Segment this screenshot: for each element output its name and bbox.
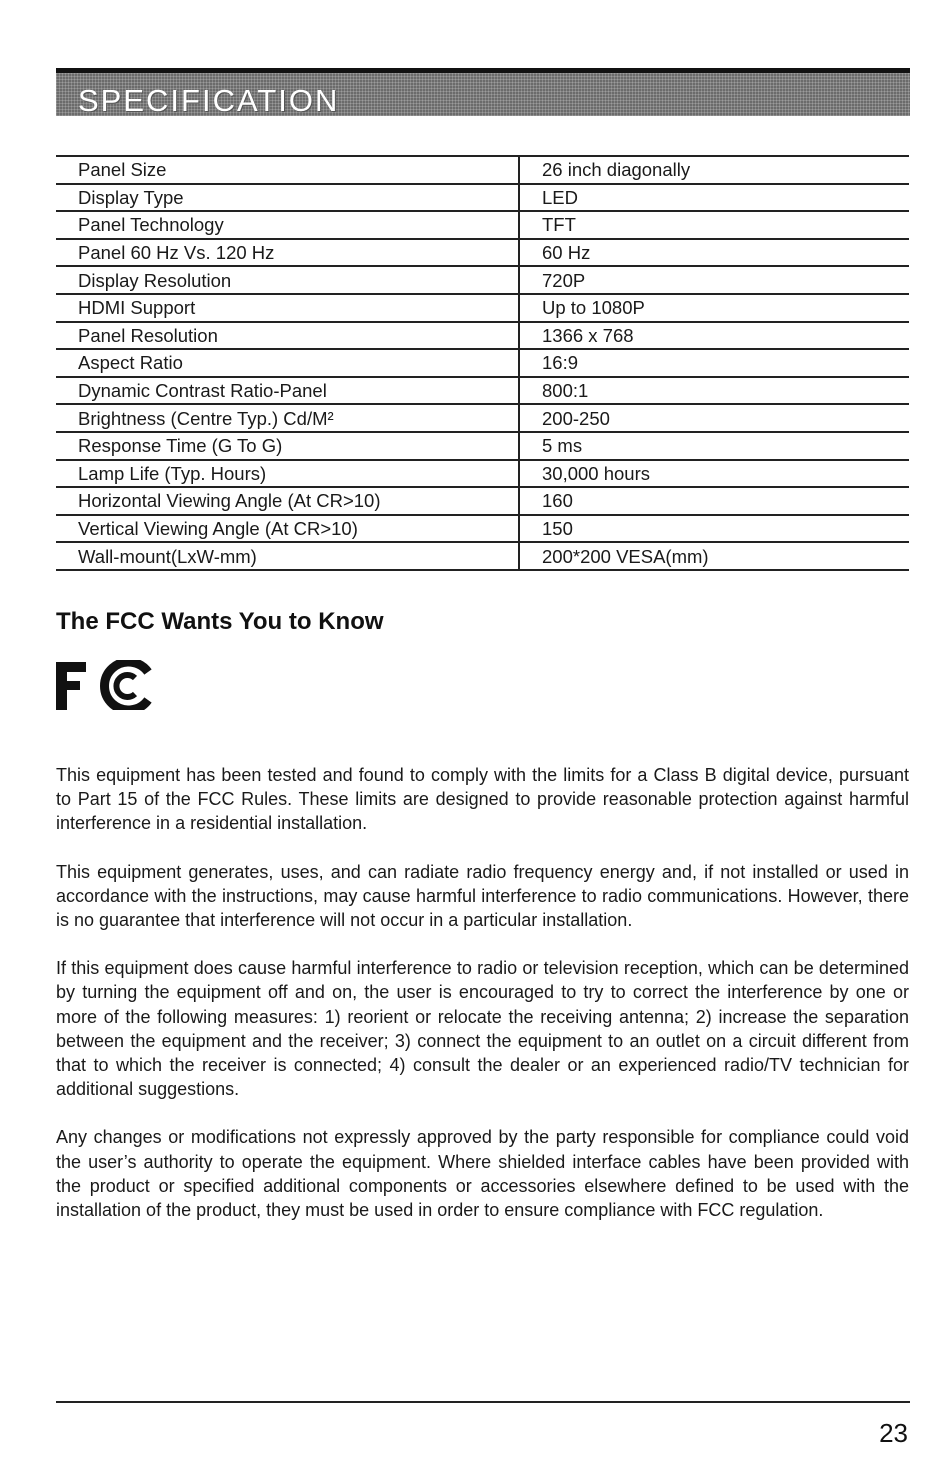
spec-value: 720P	[519, 266, 909, 294]
spec-value: 30,000 hours	[519, 460, 909, 488]
spec-value: 26 inch diagonally	[519, 156, 909, 184]
spec-label: Aspect Ratio	[56, 349, 519, 377]
table-row	[56, 156, 909, 184]
table-row	[56, 349, 909, 377]
table-row	[56, 322, 909, 350]
fcc-statement	[56, 763, 909, 1246]
fcc-heading: The FCC Wants You to Know	[56, 608, 384, 635]
spec-label: Display Resolution	[56, 266, 519, 294]
spec-label: Panel Technology	[56, 211, 519, 239]
spec-table	[56, 155, 909, 571]
table-row	[56, 404, 909, 432]
spec-label: Vertical Viewing Angle (At CR>10)	[56, 515, 519, 543]
spec-value: 800:1	[519, 377, 909, 405]
section-title: SPECIFICATION	[78, 83, 340, 118]
table-row	[56, 432, 909, 460]
spec-value: 150	[519, 515, 909, 543]
table-row	[56, 542, 909, 570]
spec-label: Response Time (G To G)	[56, 432, 519, 460]
paragraph: Any changes or modifications not expressly approved by the party responsible for compliance could void the user’s authority to operate the equipment. Where shielded interface cables have been provided with the product or specified additional components or accessories elsewhere defined to be used with the installation of the product, they must be used in order to ensure compliance with FCC regulation.	[56, 1127, 909, 1221]
table-row	[56, 239, 909, 267]
paragraph: This equipment generates, uses, and can radiate radio frequency energy and, if not installed or used in accordance with the instructions, may cause harmful interference to radio communications. However, there is no guarantee that interference will not occur in a particular installation.	[56, 861, 909, 931]
spec-label: Panel Resolution	[56, 322, 519, 350]
fcc-logo-icon	[56, 660, 164, 715]
spec-value: 200-250	[519, 404, 909, 432]
spec-value: TFT	[519, 211, 909, 239]
table-row	[56, 515, 909, 543]
spec-value: 160	[519, 487, 909, 515]
table-row	[56, 460, 909, 488]
section-banner	[56, 68, 910, 116]
page-number: 23	[879, 1418, 908, 1448]
paragraph: This equipment has been tested and found to comply with the limits for a Class B digital device, pursuant to Part 15 of the FCC Rules. These limits are designed to provide reasonable protection against harmful interference in a residential installation.	[56, 765, 909, 834]
table-row	[56, 294, 909, 322]
spec-label: Panel Size	[56, 156, 519, 184]
spec-label: Brightness (Centre Typ.) Cd/M²	[56, 404, 519, 432]
spec-label: Panel 60 Hz Vs. 120 Hz	[56, 239, 519, 267]
footer-divider	[56, 1401, 910, 1403]
spec-value: 60 Hz	[519, 239, 909, 267]
spec-value: LED	[519, 184, 909, 212]
spec-value: 5 ms	[519, 432, 909, 460]
spec-label: Wall-mount(LxW-mm)	[56, 542, 519, 570]
spec-label: HDMI Support	[56, 294, 519, 322]
spec-label: Lamp Life (Typ. Hours)	[56, 460, 519, 488]
spec-label: Horizontal Viewing Angle (At CR>10)	[56, 487, 519, 515]
spec-label: Display Type	[56, 184, 519, 212]
table-row	[56, 487, 909, 515]
table-row	[56, 184, 909, 212]
paragraph: If this equipment does cause harmful interference to radio or television reception, which can be determined by turning the equipment off and on, the user is encouraged to try to correct the interference by one or more of the following measures: 1) reorient or relocate the receiving antenna; 2) increase the separation between the equipment and the receiver; 3) connect the equipment to an outlet on a circuit different from that to which the receiver is connected; 4) consult the dealer or an experienced radio/TV technician for additional suggestions.	[56, 958, 909, 1100]
table-row	[56, 211, 909, 239]
spec-label: Dynamic Contrast Ratio-Panel	[56, 377, 519, 405]
table-row	[56, 377, 909, 405]
spec-value: Up to 1080P	[519, 294, 909, 322]
spec-value: 16:9	[519, 349, 909, 377]
spec-value: 1366 x 768	[519, 322, 909, 350]
table-row	[56, 266, 909, 294]
spec-value: 200*200 VESA(mm)	[519, 542, 909, 570]
